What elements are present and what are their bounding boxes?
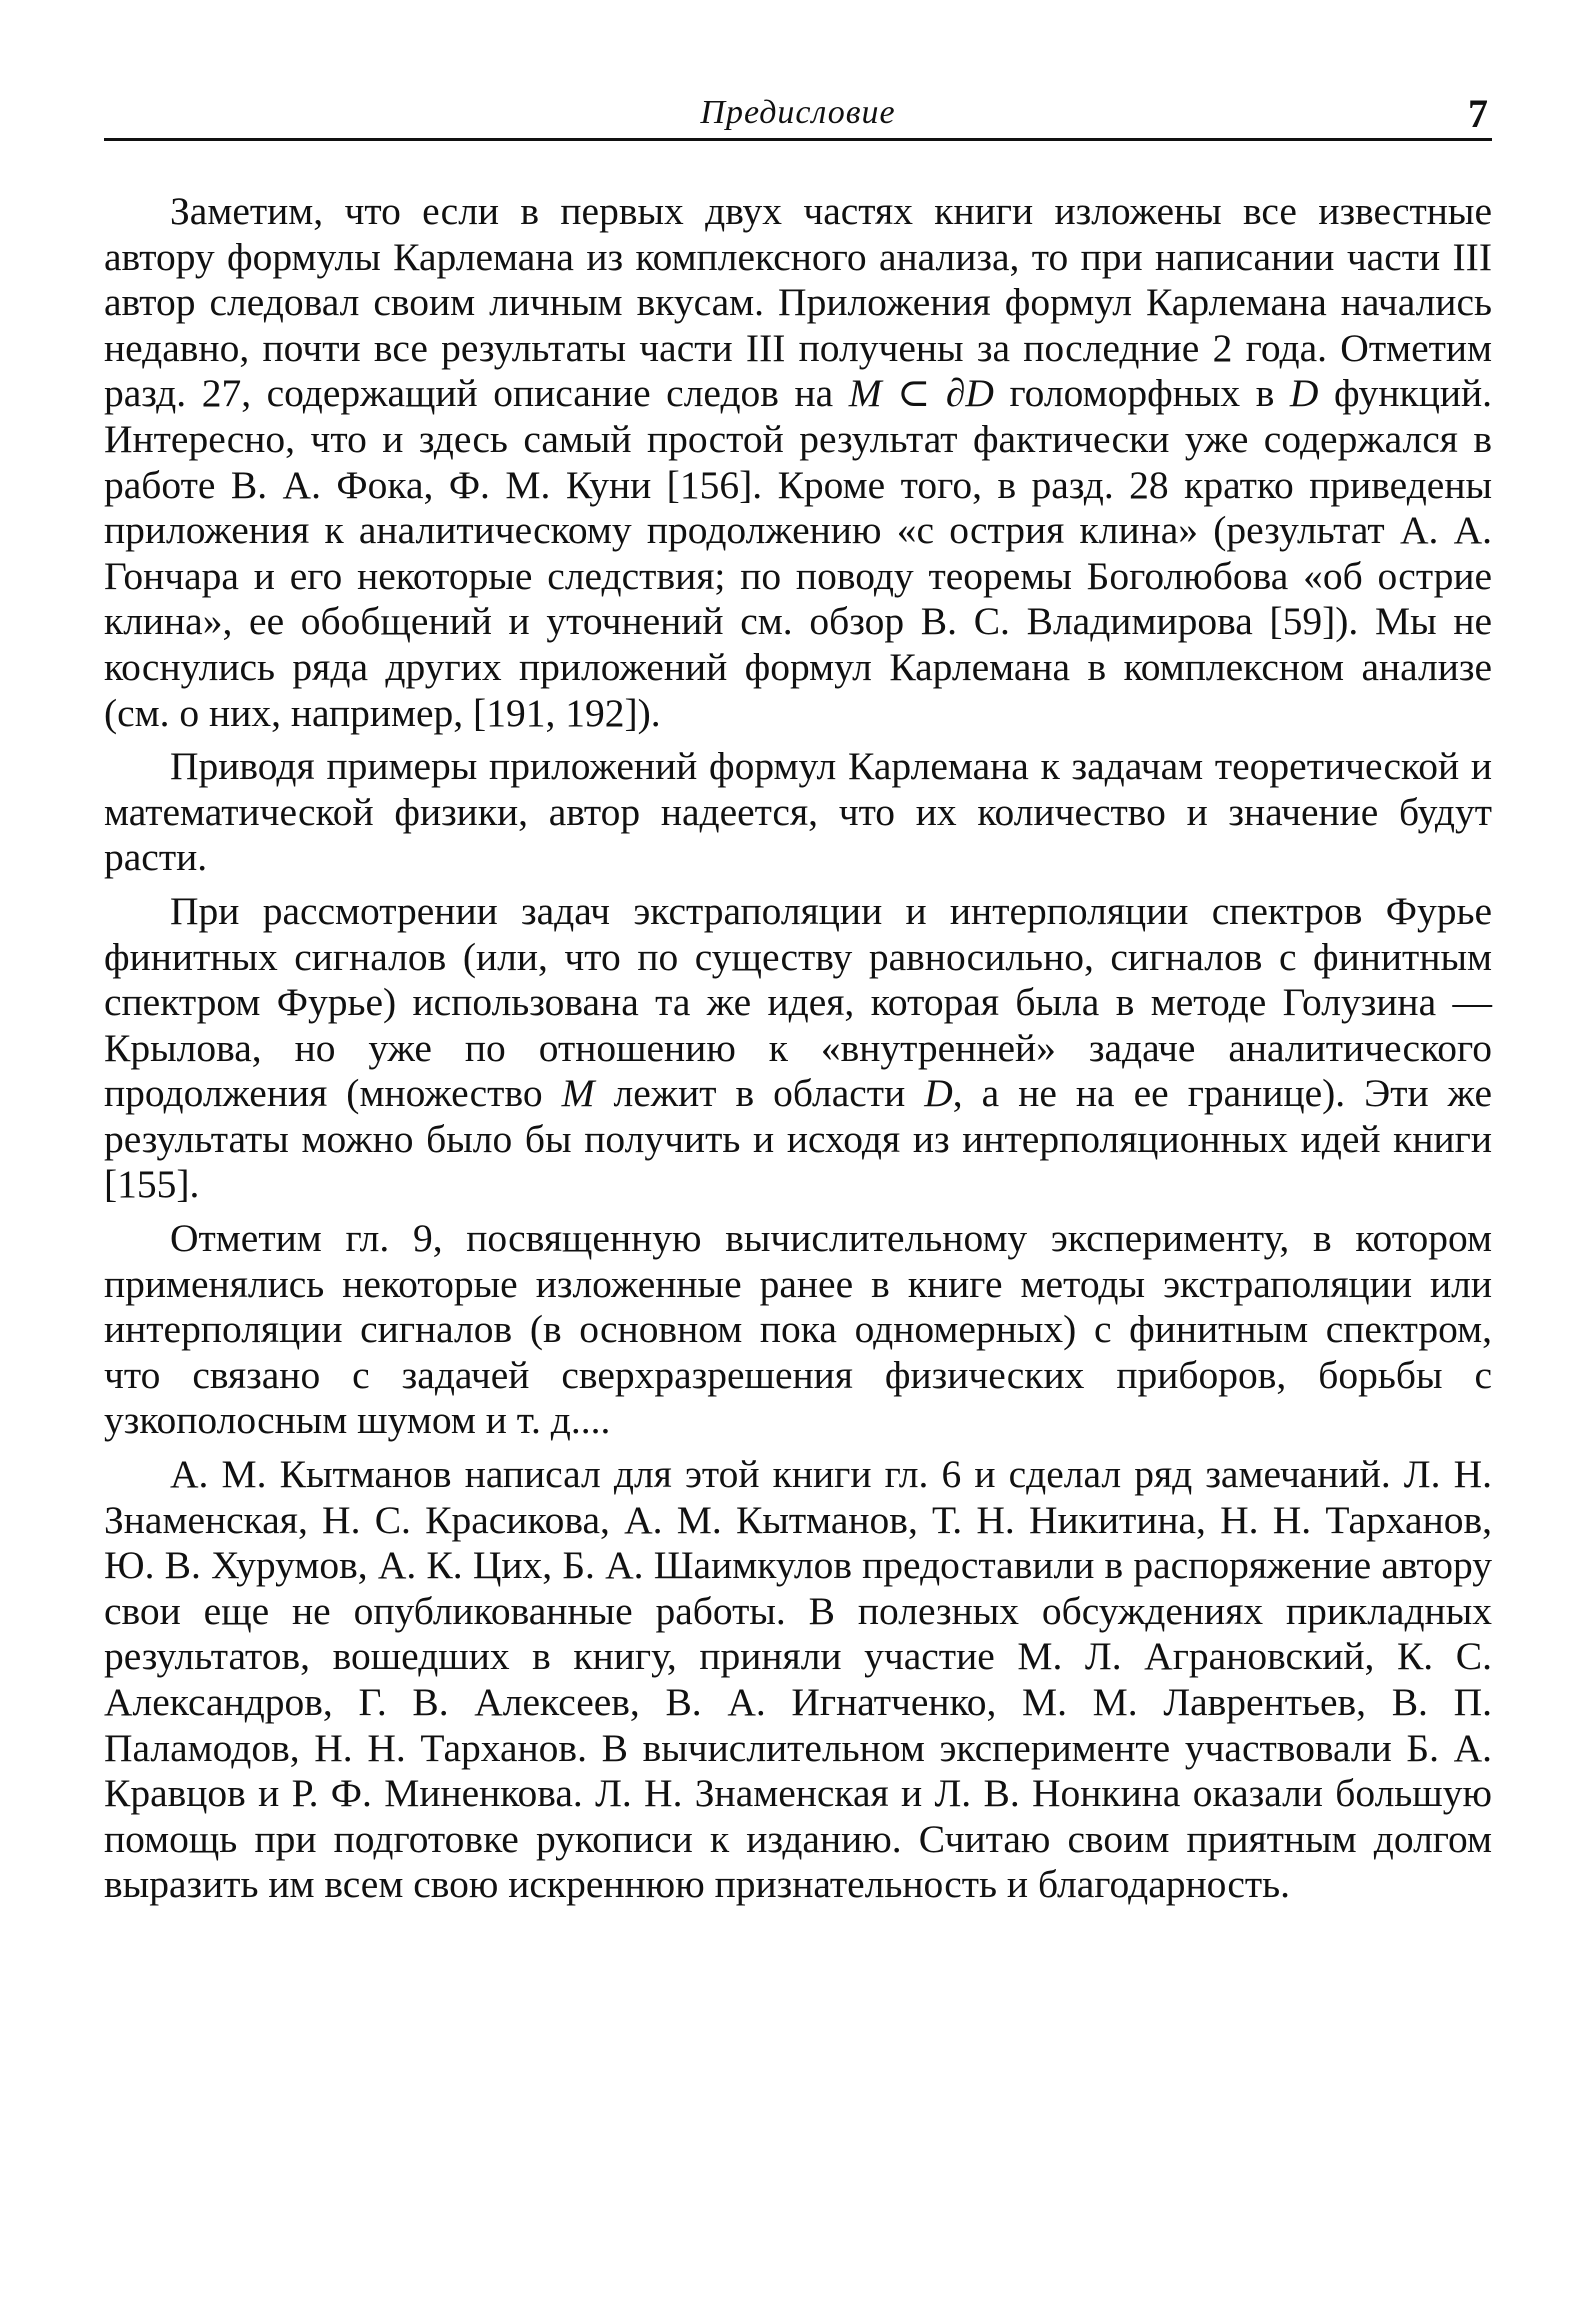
paragraph-2 (104, 744, 1492, 881)
paragraph-5 (104, 1452, 1492, 1908)
body-text (104, 189, 1492, 1908)
paragraph-3 (104, 889, 1492, 1208)
math-symbol: D (1289, 371, 1319, 416)
math-symbol: D (924, 1071, 953, 1116)
paragraph-text: А. М. Кытманов написал для этой книги гл. 6 и сделал ряд замечаний. Л. Н. Знаменская, Н. С. Красикова, А. М. Кытманов, Т. Н. Никитина, Н. Н. Тарханов, Ю. В. Хурумов, А. К. Цих, Б. А. Шаимкулов предоставили в распоряжение автору свои еще не опубликованные работы. В полезных обсуждениях прикладных результатов, вошедших в книгу, приняли участие М. Л. Аграновский, К. С. Александров, Г. В. Алексеев, В. А. Игнатченко, М. М. Лаврентьев, В. П. Паламодов, Н. Н. Тарханов. В вычислительном эксперименте участвовали Б. А. Кравцов и Р. Ф. Миненкова. Л. Н. Знаменская и Л. В. Нонкина оказали большую помощь при подготовке рукописи к изданию. Считаю своим приятным долгом выразить им всем свою искреннюю признательность и благодарность. (104, 1452, 1492, 1907)
page (104, 90, 1492, 1916)
paragraph-1 (104, 189, 1492, 736)
running-header (104, 90, 1492, 141)
math-symbol: M (561, 1071, 595, 1116)
paragraph-text: Заметим, что если в первых двух частях книги изложены все известные автору формулы Карлемана из комплексного анализа, то при написании части III автор следовал своим личным вкусам. Приложения формул Карлемана начались недавно, почти все результаты части III получены за последние 2 года. Отметим разд. 27, содержащий описание следов на (104, 189, 1492, 416)
paragraph-text: Приводя примеры приложений формул Карлемана к задачам теоретической и математической физики, автор надеется, что их количество и значение будут расти. (104, 744, 1492, 880)
paragraph-text: , а не на ее границе). Эти же результаты можно было бы получить и исходя из интерполяционных идей книги [155]. (104, 1071, 1492, 1207)
page-number: 7 (1468, 91, 1488, 136)
paragraph-4 (104, 1216, 1492, 1444)
paragraph-text: голоморфных в (993, 371, 1290, 416)
math-expression: M ⊂ ∂D (848, 371, 994, 416)
paragraph-text: При рассмотрении задач экстраполяции и интерполяции спектров Фурье финитных сигналов (или, что по существу равносильно, сигналов с финитным спектром Фурье) использована та же идея, которая была в методе Голузина — Крылова, но уже по отношению к «внутренней» задаче аналитического продолжения (множество (104, 888, 1492, 1116)
paragraph-text: функций. Интересно, что и здесь самый простой результат фактически уже содержался в работе В. А. Фока, Ф. М. Куни [156]. Кроме того, в разд. 28 кратко приведены приложения к аналитическому продолжению «с острия клина» (результат А. А. Гончара и его некоторые следствия; по поводу теоремы Боголюбова «об острие клина», ее обобщений и уточнений см. обзор В. С. Владимирова [59]). Мы не коснулись ряда других приложений формул Карлемана в комплексном анализе (см. о них, например, [191, 192]). (104, 371, 1492, 735)
running-title: Предисловие (700, 94, 896, 131)
paragraph-text: лежит в области (594, 1071, 925, 1116)
paragraph-text: Отметим гл. 9, посвященную вычислительному эксперименту, в котором применялись некоторые изложенные ранее в книге методы экстраполяции или интерполяции сигналов (в основном пока одномерных) с финитным спектром, что связано с задачей сверхразрешения физических приборов, борьбы с узкополосным шумом и т. д.... (104, 1216, 1492, 1443)
